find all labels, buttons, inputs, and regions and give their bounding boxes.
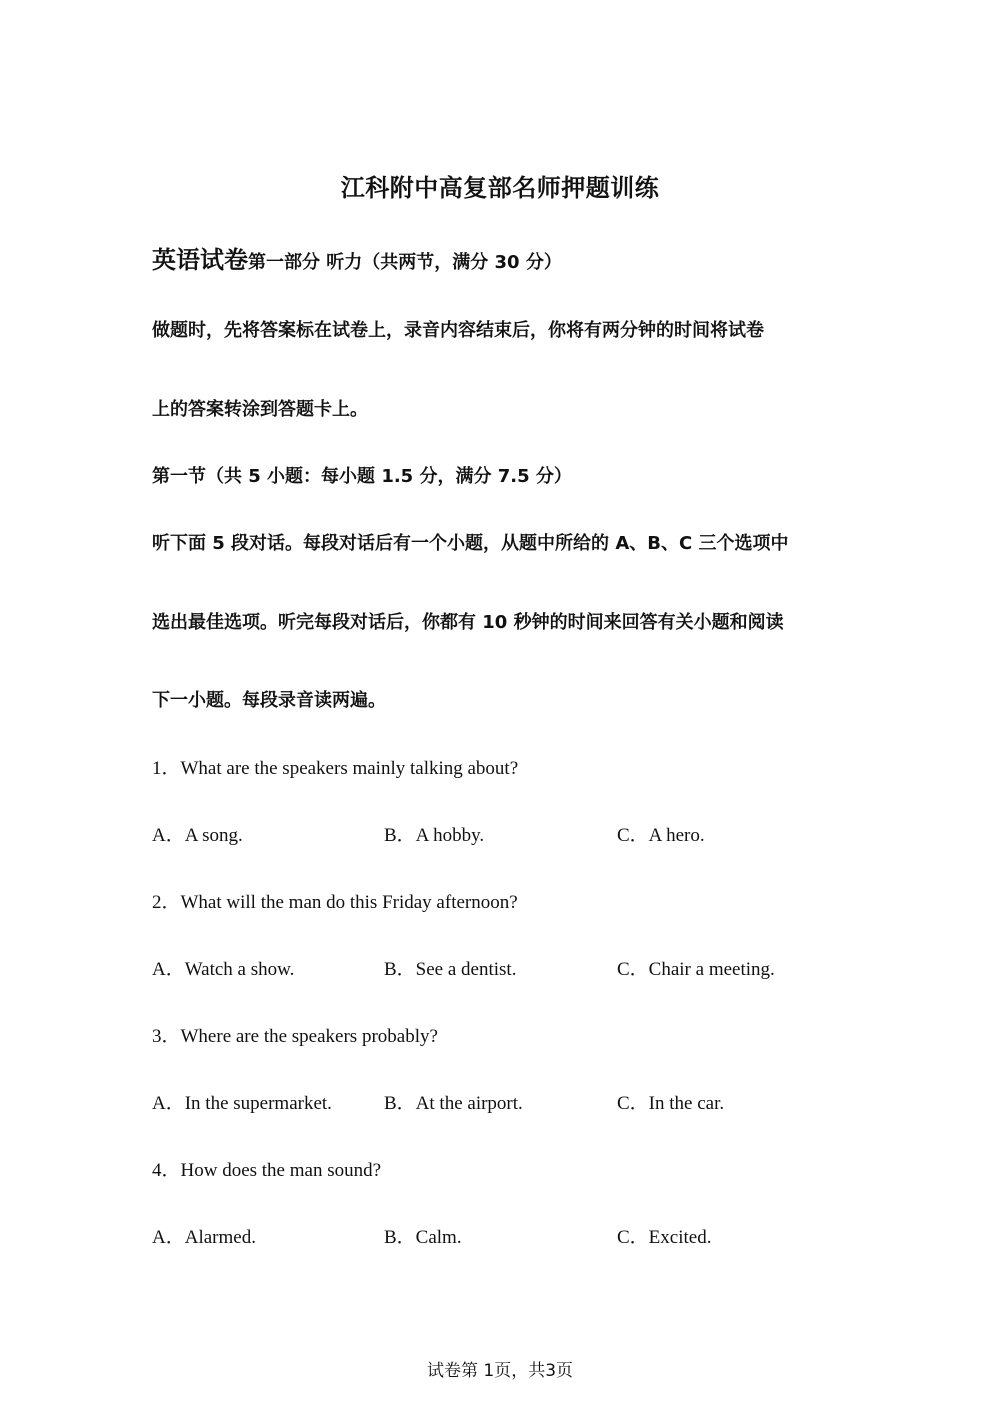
part-heading: 第一部分 听力（共两节，满分 30 分） — [248, 252, 562, 273]
question-1: 1．What are the speakers mainly talking about? — [152, 758, 519, 779]
question-4-option-c: C．Excited. — [617, 1227, 712, 1248]
question-2-option-b: B．See a dentist. — [384, 959, 517, 980]
question-3-option-b: B．At the airport. — [384, 1093, 523, 1114]
subject-line — [152, 240, 852, 275]
section-instruction-line: 下一小题。每段录音读两遍。 — [152, 690, 386, 711]
question-2-option-c: C．Chair a meeting. — [617, 959, 775, 980]
question-1-option-b: B．A hobby. — [384, 825, 485, 846]
section-instruction-line: 选出最佳选项。听完每段对话后，你都有 10 秒钟的时间来回答有关小题和阅读 — [152, 612, 784, 633]
page-footer: 试卷第 1页，共3页 — [426, 1361, 574, 1381]
instruction-line: 做题时，先将答案标在试卷上，录音内容结束后，你将有两分钟的时间将试卷 — [152, 320, 764, 341]
question-2: 2．What will the man do this Friday afternoon? — [152, 892, 518, 913]
question-3-option-a: A．In the supermarket. — [152, 1093, 332, 1114]
question-3-option-c: C．In the car. — [617, 1093, 725, 1114]
question-3: 3．Where are the speakers probably? — [152, 1026, 438, 1047]
section-instruction-line: 听下面 5 段对话。每段对话后有一个小题，从题中所给的 A、B、C 三个选项中 — [152, 533, 789, 554]
instruction-line: 上的答案转涂到答题卡上。 — [152, 399, 368, 420]
question-2-option-a: A．Watch a show. — [152, 959, 295, 980]
subject-label: 英语试卷 — [152, 246, 248, 274]
section-heading: 第一节（共 5 小题：每小题 1.5 分，满分 7.5 分） — [152, 466, 572, 487]
exam-title: 江科附中高复部名师押题训练 — [340, 174, 660, 202]
question-4-option-a: A．Alarmed. — [152, 1227, 256, 1248]
question-1-option-a: A．A song. — [152, 825, 243, 846]
question-4: 4．How does the man sound? — [152, 1160, 382, 1181]
question-1-option-c: C．A hero. — [617, 825, 705, 846]
question-4-option-b: B．Calm. — [384, 1227, 462, 1248]
